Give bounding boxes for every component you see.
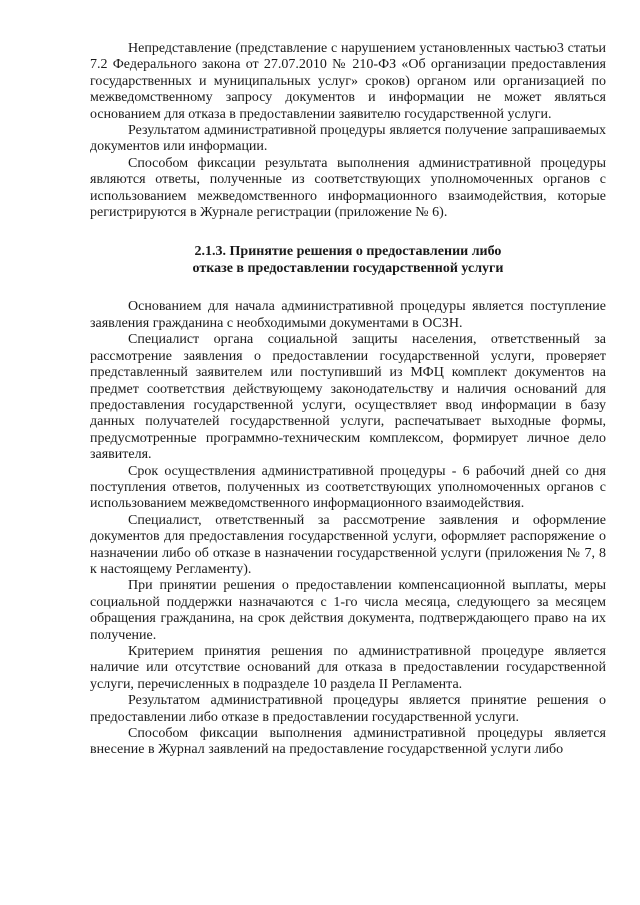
section-heading-line-1: 2.1.3. Принятие решения о предоставлении либо <box>194 244 502 260</box>
document-page <box>90 41 606 759</box>
paragraph-journal-entry: Способом фиксации выполнения административной процедуры является внесение в Журнал заявлений на предоставление государственной услуги либо <box>90 726 606 758</box>
paragraph-procedure-result: Результатом административной процедуры является получение запрашиваемых документов или информации. <box>90 123 606 155</box>
paragraph-procedure-basis: Основанием для начала административной процедуры является поступление заявления гражданина с необходимыми документами в ОСЗН. <box>90 299 606 331</box>
paragraph-compensation-decision: При принятии решения о предоставлении компенсационной выплаты, меры социальной поддержки назначаются с 1-го числа месяца, следующего за месяцем обращения гражданина, на срок действия документа, подтверждающего право на их получение. <box>90 578 606 643</box>
paragraph-decision-result: Результатом административной процедуры является принятие решения о предоставлении либо отказе в предоставлении государственной услуги. <box>90 693 606 725</box>
section-heading <box>90 243 606 277</box>
paragraph-decision-criterion: Критерием принятия решения по административной процедуре является наличие или отсутствие оснований для отказа в предоставлении государственной услуги, перечисленных в подразделе 10 раздела II Регламента. <box>90 644 606 692</box>
paragraph-procedure-term: Срок осуществления административной процедуры - 6 рабочий дней со дня поступления ответов, полученных из соответствующих уполномоченных органов с использованием межведомственного информационного взаимодействия. <box>90 463 606 512</box>
paragraph-non-submission: Непредставление (представление с нарушением установленных частью3 статьи 7.2 Федерального закона от 27.07.2010 № 210-ФЗ «Об организации предоставления государственных и муниципальных услуг» сроков) органом или организацией по межведомственному запросу документов и информации не может являться основанием для отказа в предоставлении заявителю государственной услуги. <box>90 41 606 122</box>
section-heading-line-2: отказе в предоставлении государственной услуги <box>192 261 504 277</box>
paragraph-specialist-check: Специалист органа социальной защиты населения, ответственный за рассмотрение заявления о предоставлении государственной услуги, проверяет представленный заявителем или поступивший из МФЦ комплект документов на предмет соответствия действующему законодательству и наличия оснований для предоставления государственной услуги, осуществляет ввод информации в базу данных получателей государственной услуги, распечатывает выходные формы, предусмотренные программно-техническим комплексом, формирует личное дело заявителя. <box>90 332 606 463</box>
paragraph-order-issuance: Специалист, ответственный за рассмотрение заявления и оформление документов для предоставления государственной услуги, оформляет распоряжение о назначении либо об отказе в назначении государственной услуги (приложения № 7, 8 к настоящему Регламенту). <box>90 512 606 577</box>
paragraph-fixation-method: Способом фиксации результата выполнения административной процедуры являются ответы, полученные из соответствующих уполномоченных органов с использованием межведомственного информационного взаимодействия, которые регистрируются в Журнале регистрации (приложение № 6). <box>90 155 606 221</box>
